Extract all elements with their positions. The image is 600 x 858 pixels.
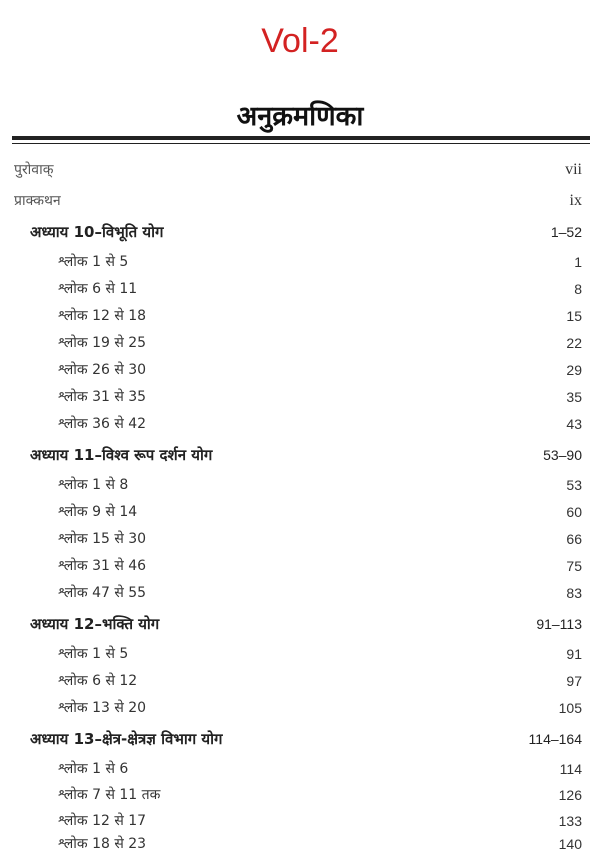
toc-entry-page: 133: [558, 813, 582, 829]
chapter-title: अध्याय 10–विभूति योग: [30, 223, 164, 241]
toc-entry: [58, 669, 582, 693]
toc-entry-label: श्लोक 9 से 14: [58, 504, 138, 520]
chapter-title: अध्याय 13–क्षेत्र-क्षेत्रज्ञ विभाग योग: [30, 730, 223, 748]
toc-entry-page: 22: [566, 335, 582, 351]
toc-entry-page: 105: [558, 700, 582, 716]
toc-entry-label: श्लोक 7 से 11 तक: [58, 787, 161, 803]
toc-entry: [58, 473, 582, 497]
toc-entry-page: 75: [566, 558, 582, 574]
toc-entry: [58, 554, 582, 578]
toc-entry-page: 91: [566, 646, 582, 662]
toc-entry: [58, 757, 582, 781]
toc-entry: [58, 358, 582, 382]
toc-entry-label: श्लोक 1 से 5: [58, 254, 129, 270]
toc-entry-page: vii: [565, 161, 582, 178]
toc-entry-label: श्लोक 1 से 6: [58, 761, 129, 777]
chapter-title: अध्याय 12–भक्ति योग: [30, 615, 160, 633]
toc-entry-page: 66: [566, 531, 582, 547]
toc-entry: [58, 527, 582, 551]
toc-entry-page: 43: [566, 416, 582, 432]
toc-entry: [58, 304, 582, 328]
toc-entry-label: श्लोक 6 से 12: [58, 673, 138, 689]
toc-entry-page: 140: [558, 836, 582, 852]
toc-entry-label: श्लोक 18 से 23: [58, 836, 147, 852]
toc-chapter-11: [30, 443, 582, 467]
chapter-pages: 114–164: [528, 731, 582, 747]
toc-entry-page: 8: [574, 281, 582, 297]
toc-entry: [58, 832, 582, 856]
toc-entry-page: 83: [566, 585, 582, 601]
toc-entry-page: 126: [558, 787, 582, 803]
toc-entry-label: श्लोक 31 से 46: [58, 558, 147, 574]
toc-entry-label: श्लोक 26 से 30: [58, 362, 147, 378]
toc-entry-label: श्लोक 12 से 18: [58, 308, 147, 324]
volume-label: Vol-2: [261, 22, 339, 60]
toc-entry: [58, 581, 582, 605]
toc-entry-label: श्लोक 13 से 20: [58, 700, 147, 716]
toc-entry: [58, 331, 582, 355]
toc-entry: [58, 250, 582, 274]
toc-chapter-13: [30, 727, 582, 751]
toc-entry-label: श्लोक 1 से 8: [58, 477, 129, 493]
toc-entry-page: 97: [566, 673, 582, 689]
toc-entry-page: 29: [566, 362, 582, 378]
toc-entry-label: श्लोक 1 से 5: [58, 646, 129, 662]
toc-entry-page: 60: [566, 504, 582, 520]
toc-entry: [58, 696, 582, 720]
toc-entry: [58, 809, 582, 833]
toc-entry-page: 35: [566, 389, 582, 405]
toc-entry-page: ix: [569, 192, 582, 209]
toc-entry-label: श्लोक 36 से 42: [58, 416, 147, 432]
toc-entry-label: श्लोक 19 से 25: [58, 335, 147, 351]
chapter-pages: 91–113: [536, 616, 582, 632]
toc-entry: [58, 412, 582, 436]
toc-entry-label: श्लोक 6 से 11: [58, 281, 138, 297]
toc-entry-page: 1: [574, 254, 582, 270]
chapter-title: अध्याय 11–विश्व रूप दर्शन योग: [30, 446, 213, 464]
toc-entry-label: पुरोवाक्: [14, 162, 54, 178]
toc-front-matter-foreword: [14, 189, 582, 213]
toc-entry: [58, 500, 582, 524]
chapter-pages: 53–90: [543, 447, 582, 463]
title-rule-thin: [12, 143, 590, 144]
toc-chapter-10: [30, 220, 582, 244]
toc-entry-label: श्लोक 47 से 55: [58, 585, 147, 601]
toc-entry-label: श्लोक 12 से 17: [58, 813, 147, 829]
toc-entry-page: 53: [566, 477, 582, 493]
title-rule-thick: [12, 136, 590, 140]
toc-entry-page: 114: [559, 761, 582, 777]
toc-entry: [58, 642, 582, 666]
toc-front-matter-preface: [14, 158, 582, 182]
toc-entry: [58, 783, 582, 807]
toc-entry: [58, 385, 582, 409]
page-title: अनुक्रमणिका: [236, 101, 364, 132]
toc-entry-page: 15: [566, 308, 582, 324]
toc-entry-label: प्राक्कथन: [14, 193, 61, 209]
toc-chapter-12: [30, 612, 582, 636]
toc-entry: [58, 277, 582, 301]
chapter-pages: 1–52: [550, 224, 582, 240]
toc-entry-label: श्लोक 15 से 30: [58, 531, 147, 547]
toc-entry-label: श्लोक 31 से 35: [58, 389, 147, 405]
